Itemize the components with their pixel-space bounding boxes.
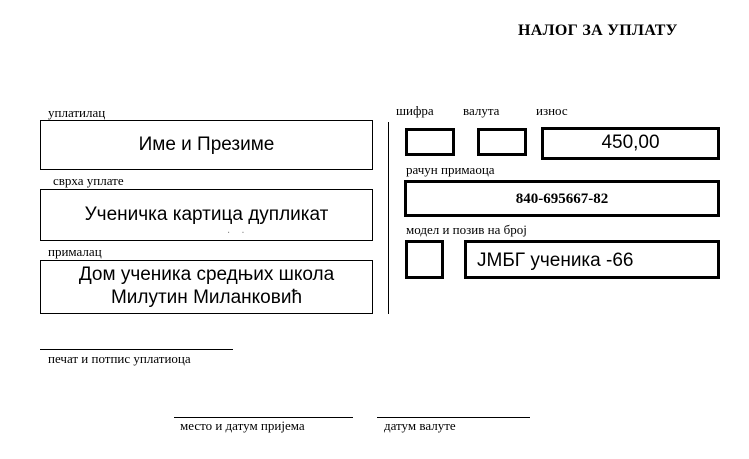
form-title: НАЛОГ ЗА УПЛАТУ [518,22,678,39]
recipient-line-1: Дом ученика средњих школа [78,264,335,285]
payer-field[interactable] [40,120,373,170]
recipient-line-2: Милутин Миланковић [110,287,303,308]
account-field[interactable] [404,180,720,217]
recipient-field[interactable] [40,260,373,314]
purpose-value: Ученичка картица дупликат [84,204,329,225]
currency-field[interactable] [477,128,527,156]
stamp-signature-label: печат и потпис уплатиоца [48,351,191,366]
amount-value: 450,00 [601,132,660,153]
account-label: рачун примаоца [406,162,495,177]
code-label: шифра [396,103,434,118]
signature-line [40,349,233,350]
purpose-label: сврха уплате [53,173,124,188]
payer-value: Име и Презиме [138,134,275,155]
currency-label: валута [463,103,500,118]
reference-value: ЈМБГ ученика -66 [477,250,634,271]
amount-field[interactable] [541,127,720,160]
model-label: модел и позив на број [406,222,527,237]
purpose-field[interactable] [40,189,373,241]
reference-field[interactable] [464,240,720,279]
model-field[interactable] [405,240,444,279]
payer-label: уплатилац [48,105,106,120]
account-value: 840-695667-82 [515,191,609,207]
recipient-label: прималац [48,244,102,259]
amount-label: износ [536,103,568,118]
scan-artifact: · · [227,228,249,239]
code-field[interactable] [405,128,455,156]
place-date-label: место и датум пријема [180,418,305,433]
value-date-label: датум валуте [384,418,456,433]
column-divider [388,122,389,314]
